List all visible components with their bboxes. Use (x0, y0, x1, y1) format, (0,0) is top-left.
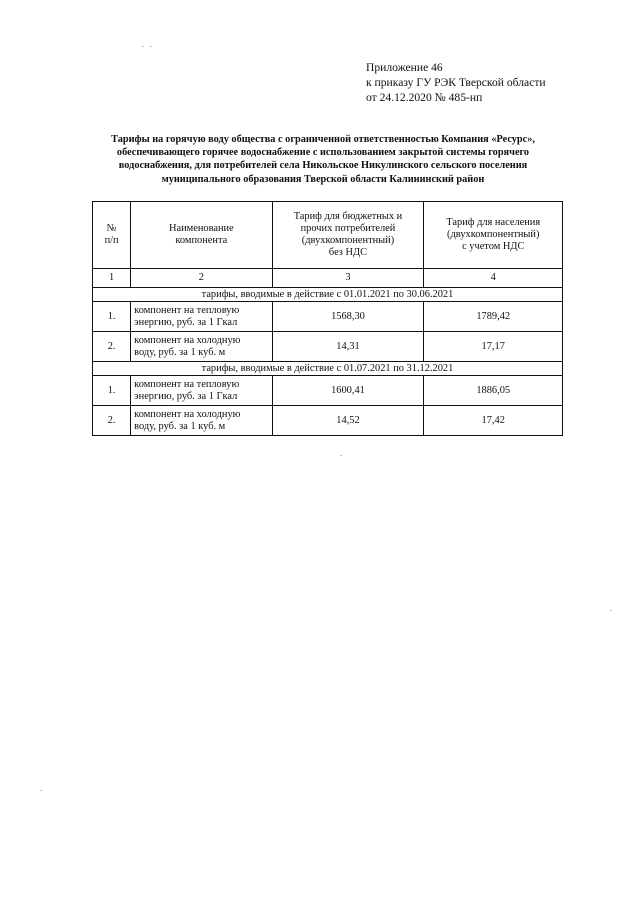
population-tariff-value: 1789,42 (424, 302, 563, 332)
column-number: 1 (93, 269, 131, 288)
table-row (93, 302, 563, 332)
title-line: муниципального образования Тверской области Калининский район (161, 173, 485, 185)
component-name (131, 302, 272, 332)
component-name-line: энергию, руб. за 1 Гкал (134, 316, 238, 328)
population-tariff-value: 17,17 (424, 332, 563, 362)
appendix-line: к приказу ГУ РЭК Тверской области (366, 76, 546, 89)
row-number: 2. (93, 332, 131, 362)
component-name-line: компонент на тепловую (134, 304, 240, 316)
budget-tariff-value: 14,52 (272, 406, 424, 436)
row-number: 2. (93, 406, 131, 436)
column-number-row (93, 269, 563, 288)
appendix-reference (366, 60, 546, 105)
component-name (131, 376, 272, 406)
header-text: (двухкомпонентный) (301, 235, 395, 246)
budget-tariff-value: 1600,41 (272, 376, 424, 406)
component-name-line: компонент на тепловую (134, 378, 240, 390)
component-name (131, 406, 272, 436)
population-tariff-value: 1886,05 (424, 376, 563, 406)
appendix-line: от 24.12.2020 № 485-нп (366, 91, 483, 104)
header-text: п/п (104, 235, 119, 246)
scan-speck (150, 46, 152, 47)
period-row (93, 362, 563, 376)
header-number (93, 202, 131, 269)
period-row (93, 288, 563, 302)
component-name (131, 332, 272, 362)
header-budget-tariff (272, 202, 424, 269)
title-line: Тарифы на горячую воду общества с ограниченной ответственностью Компания «Ресурс», (111, 134, 535, 145)
row-number: 1. (93, 302, 131, 332)
title-line: обеспечивающего горячее водоснабжение с использованием закрытой системы горячего (116, 147, 530, 159)
table-header-row (93, 202, 563, 269)
component-name-line: воду, руб. за 1 куб. м (134, 420, 226, 432)
document-title (78, 133, 568, 186)
title-line: водоснабжения, для потребителей села Никольское Никулинского сельского поселения (118, 160, 528, 172)
column-number: 2 (131, 269, 272, 288)
period-label: тарифы, вводимые в действие с 01.07.2021 по 31.12.2021 (93, 362, 563, 376)
column-number: 3 (272, 269, 424, 288)
scan-speck (142, 46, 144, 47)
scan-speck (610, 610, 612, 611)
header-component-name (131, 202, 272, 269)
scan-speck (40, 790, 42, 791)
component-name-line: компонент на холодную (134, 334, 241, 346)
header-text: с учетом НДС (462, 241, 525, 252)
column-number: 4 (424, 269, 563, 288)
table-row (93, 332, 563, 362)
tariff-table (92, 201, 563, 436)
header-text: (двухкомпонентный) (447, 229, 540, 240)
header-text: № (106, 223, 117, 234)
header-text: Наименование (168, 223, 234, 234)
header-text: без НДС (328, 247, 368, 258)
budget-tariff-value: 1568,30 (272, 302, 424, 332)
scan-speck (340, 455, 342, 456)
period-label: тарифы, вводимые в действие с 01.01.2021 по 30.06.2021 (93, 288, 563, 302)
header-text: компонента (175, 235, 228, 246)
row-number: 1. (93, 376, 131, 406)
component-name-line: энергию, руб. за 1 Гкал (134, 390, 238, 402)
population-tariff-value: 17,42 (424, 406, 563, 436)
table-row (93, 406, 563, 436)
table-row (93, 376, 563, 406)
header-text: прочих потребителей (300, 223, 396, 234)
header-text: Тариф для населения (446, 217, 541, 228)
header-text: Тариф для бюджетных и (293, 211, 403, 222)
component-name-line: компонент на холодную (134, 408, 241, 420)
budget-tariff-value: 14,31 (272, 332, 424, 362)
appendix-line: Приложение 46 (366, 61, 443, 74)
header-population-tariff (424, 202, 563, 269)
component-name-line: воду, руб. за 1 куб. м (134, 346, 226, 358)
